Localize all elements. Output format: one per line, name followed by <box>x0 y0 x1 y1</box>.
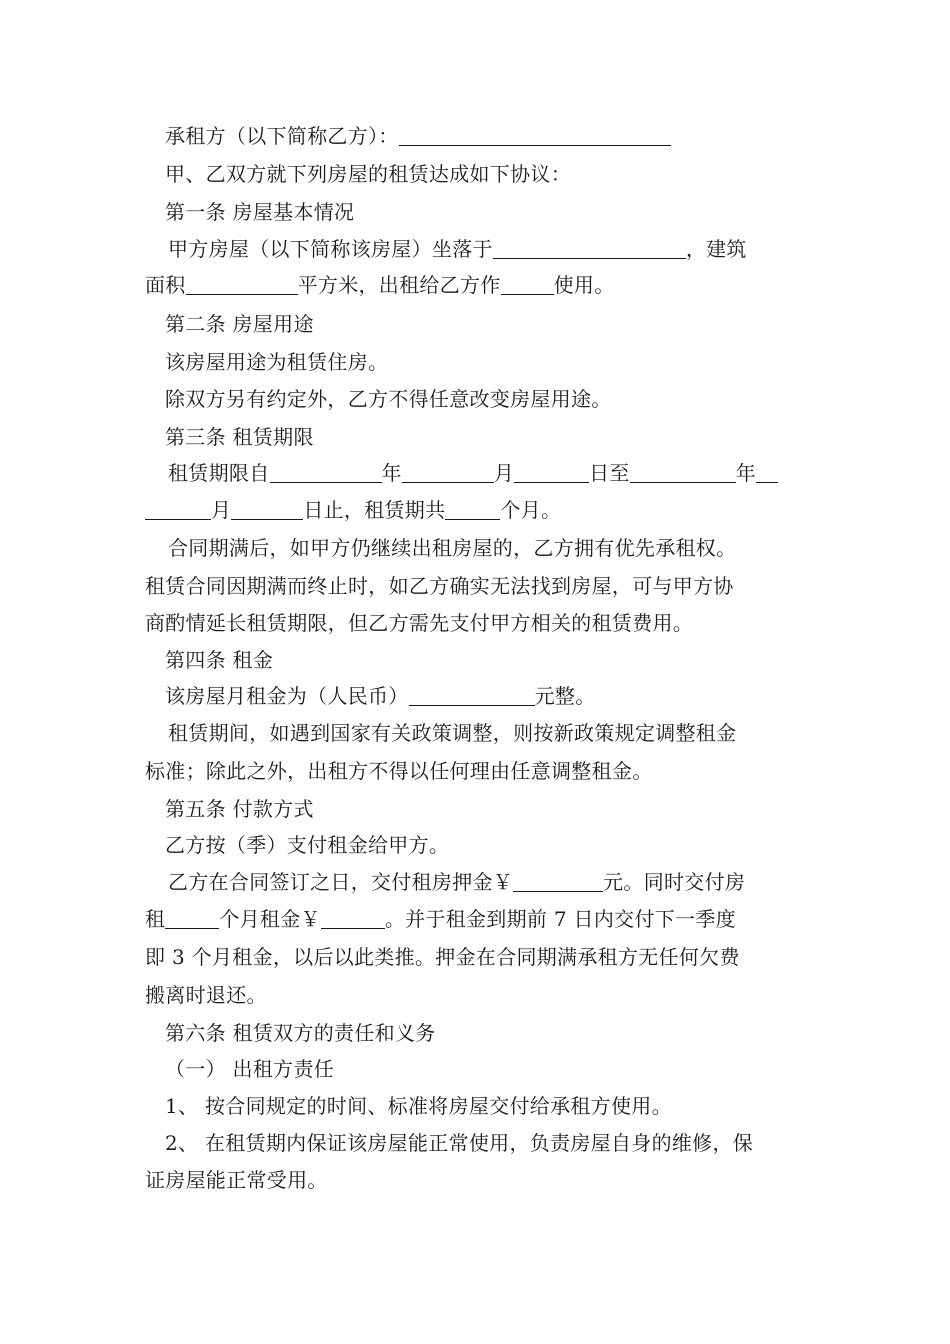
end-year-blank[interactable] <box>630 462 736 483</box>
rent-amount-line: 该房屋月租金为（人民币） 元整。 <box>165 684 596 708</box>
usage-clause: 该房屋用途为租赁住房。 <box>165 350 389 374</box>
payment-frequency: 乙方按（季）支付租金给甲方。 <box>165 833 450 857</box>
lessor-duties-heading: （一） 出租方责任 <box>165 1057 335 1081</box>
start-day-blank[interactable] <box>514 462 589 483</box>
payment-clause-4: 搬离时退还。 <box>145 983 267 1007</box>
area-blank[interactable] <box>186 274 298 295</box>
lease-term-line-2: 月 日止，租赁期共 个月。 <box>145 497 810 523</box>
article-4-heading: 第四条 租金 <box>165 648 274 672</box>
lease-term-line: 租赁期限自 年 月 日至 年 <box>168 460 833 486</box>
start-month-blank[interactable] <box>402 462 494 483</box>
article-5-heading: 第五条 付款方式 <box>165 797 314 821</box>
payment-clause-3: 即 3 个月租金，以后以此类推。押金在合同期满承租方无任何欠费 <box>145 945 740 969</box>
renewal-clause-3: 商酌情延长租赁期限，但乙方需先支付甲方相关的租赁费用。 <box>145 611 694 635</box>
agreement-intro: 甲、乙双方就下列房屋的租赁达成如下协议： <box>165 162 571 186</box>
article-1-heading: 第一条 房屋基本情况 <box>165 200 355 224</box>
lessor-duty-1: 1、 按合同规定的时间、标准将房屋交付给承租方使用。 <box>165 1094 672 1118</box>
property-location-line: 甲方房屋（以下简称该房屋）坐落于 ，建筑 <box>168 237 747 261</box>
end-month-blank[interactable] <box>145 499 211 520</box>
property-location-blank[interactable] <box>493 238 686 259</box>
advance-months-blank[interactable] <box>165 908 219 929</box>
end-day-blank[interactable] <box>231 499 303 520</box>
start-year-blank[interactable] <box>270 462 382 483</box>
advance-amount-blank[interactable] <box>321 908 385 929</box>
deposit-line: 乙方在合同签订之日，交付租房押金￥ 元。同时交付房 <box>168 870 746 894</box>
usage-restriction: 除双方另有约定外，乙方不得任意改变房屋用途。 <box>165 387 612 411</box>
rent-amount-blank[interactable] <box>409 685 535 706</box>
deposit-amount-blank[interactable] <box>513 871 603 892</box>
article-6-heading: 第六条 租赁双方的责任和义务 <box>165 1021 436 1045</box>
property-area-line: 面积 平方米，出租给乙方作 使用。 <box>145 273 615 297</box>
article-3-heading: 第三条 租赁期限 <box>165 425 314 449</box>
end-month-blank-start[interactable] <box>756 462 778 483</box>
lessee-line: 承租方（以下简称乙方）： <box>165 123 830 149</box>
renewal-clause-1: 合同期满后，如甲方仍继续出租房屋的，乙方拥有优先承租权。 <box>168 536 737 560</box>
usage-blank[interactable] <box>501 274 554 295</box>
rent-adjust-clause-2: 标准；除此之外，出租方不得以任何理由任意调整租金。 <box>145 759 653 783</box>
lessor-duty-2: 2、 在租赁期内保证该房屋能正常使用，负责房屋自身的维修，保 <box>165 1131 754 1155</box>
lessor-duty-2-cont: 证房屋能正常受用。 <box>145 1168 328 1192</box>
lessee-name-blank[interactable] <box>399 125 671 146</box>
renewal-clause-2: 租赁合同因期满而终止时，如乙方确实无法找到房屋，可与甲方协 <box>145 574 734 598</box>
article-2-heading: 第二条 房屋用途 <box>165 312 314 336</box>
months-total-blank[interactable] <box>445 499 500 520</box>
advance-rent-line: 租 个月租金￥ 。并于租金到期前 7 日内交付下一季度 <box>145 907 736 931</box>
rent-adjust-clause-1: 租赁期间，如遇到国家有关政策调整，则按新政策规定调整租金 <box>168 721 737 745</box>
